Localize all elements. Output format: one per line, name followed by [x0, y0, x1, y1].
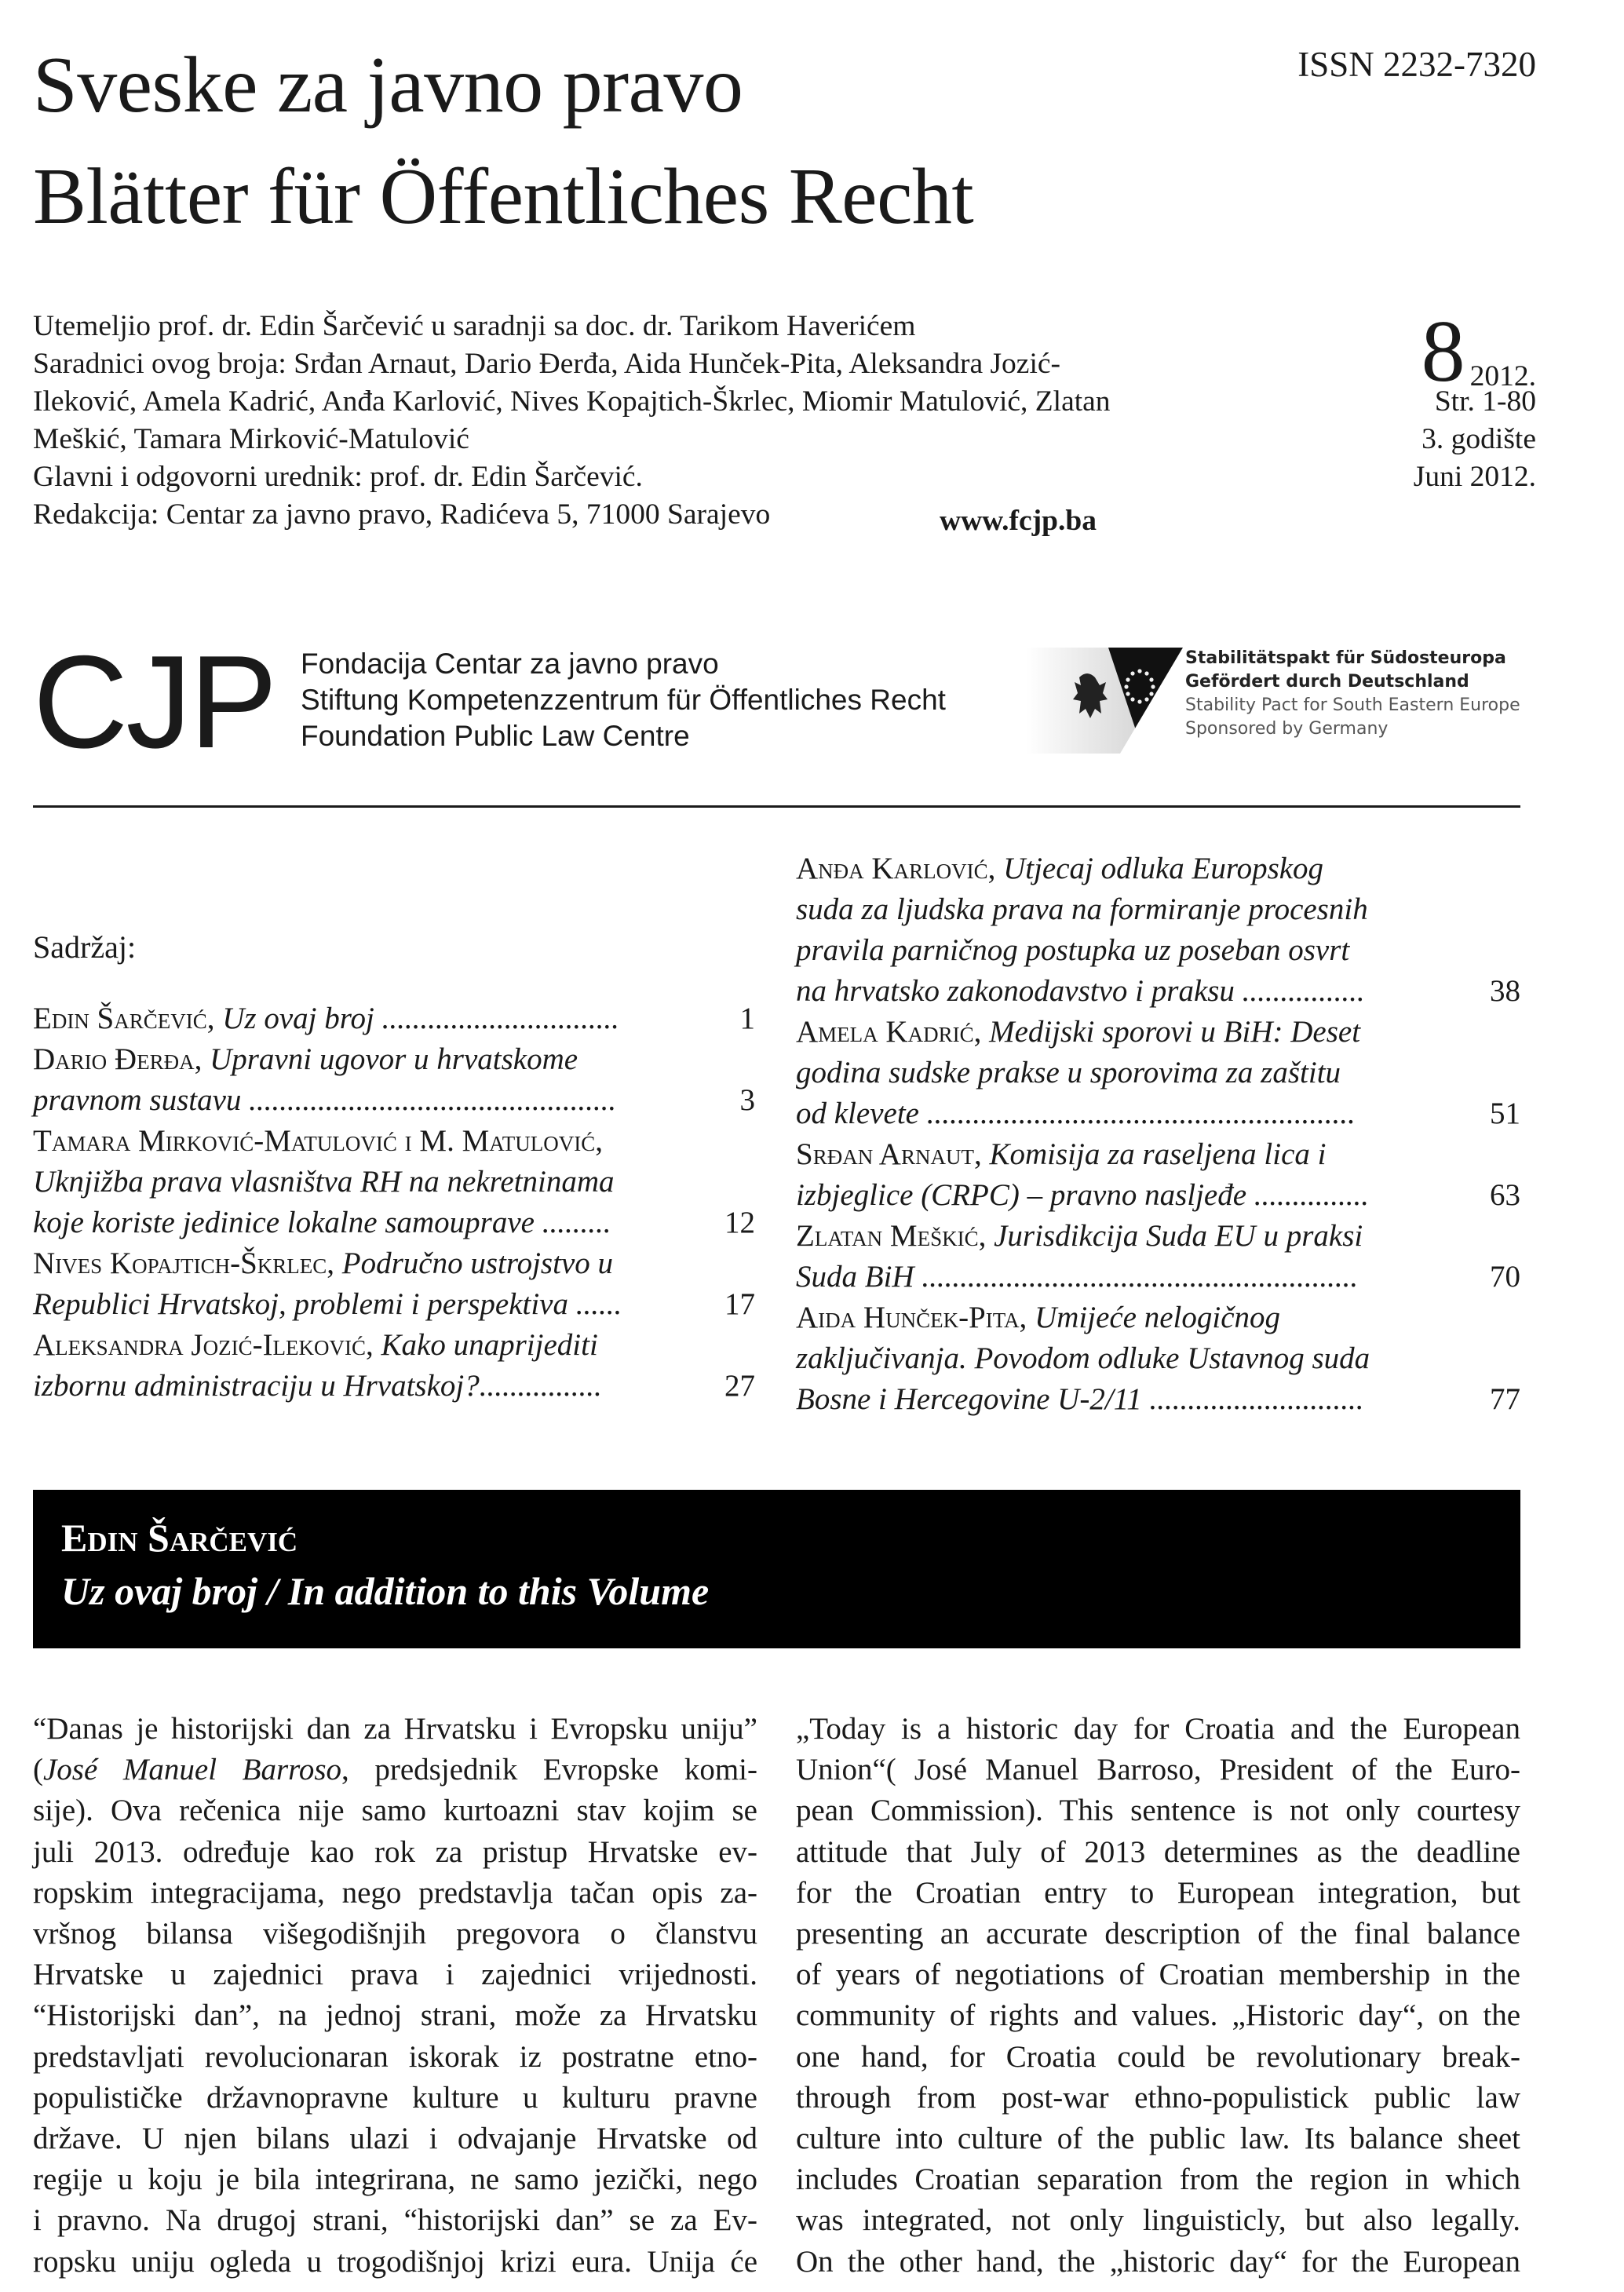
body-text-line: ropsku uniju ogleda u trogodišnjoj krizi eura. Unija će: [33, 2244, 757, 2279]
article-banner: [33, 1490, 1520, 1648]
toc-entry-title: Utjecaj odluka Europskog: [1003, 852, 1324, 885]
stability-pact-line-3: Stability Pact for South Eastern Europe: [1185, 695, 1520, 715]
toc-entry-title: suda za ljudska prava na formiranje procesnih: [796, 892, 1368, 926]
toc-entry-author: Aida Hunček-Pita,: [796, 1301, 1027, 1334]
credit-line-contributors-cont: Ileković, Amela Kadrić, Anđa Karlović, Nives Kopajtich-Škrlec, Miomir Matulović, Zlatan: [33, 385, 1111, 418]
body-text-line: regije u koju je bila integrirana, ne samo jezički, nego: [33, 2162, 757, 2197]
article-title: Uz ovaj broj / In addition to this Volume: [61, 1569, 710, 1613]
foundation-names: [301, 646, 946, 754]
toc-entry[interactable]: [796, 1012, 1520, 1134]
body-text-line: for the Croatian entry to European integration, but: [796, 1875, 1520, 1910]
body-text-line: Union“( José Manuel Barroso, President of the Euro-: [796, 1753, 1520, 1787]
issue-number: 8: [1421, 303, 1465, 400]
editorial-credits: [33, 308, 1289, 537]
toc-heading: Sadržaj:: [33, 929, 137, 965]
issue-year: 2012.: [1469, 360, 1536, 392]
toc-entry[interactable]: [796, 849, 1520, 1012]
toc-entry[interactable]: [33, 1121, 755, 1243]
toc-entry-page: 3: [739, 1083, 755, 1117]
toc-left-column: [33, 998, 755, 1407]
body-text-line: sije). Ova rečenica nije samo kurtoazni stav kojim se: [33, 1794, 757, 1828]
toc-entry-page: 38: [1490, 974, 1520, 1008]
toc-entry-author: Aleksandra Jozić-Ileković,: [33, 1328, 374, 1362]
credit-line-contributors: Saradnici ovog broja: Srđan Arnaut, Dario Đerđa, Aida Hunček-Pita, Aleksandra Jozić-: [33, 348, 1061, 380]
stability-pact-line-1: Stabilitätspakt für Südosteuropa: [1185, 648, 1506, 668]
toc-entry-title: Kako unaprijediti: [381, 1328, 598, 1362]
toc-entry-title: Umijeće nelogičnog: [1035, 1301, 1281, 1334]
journal-title-german: Blätter für Öffentliches Recht: [33, 152, 974, 241]
toc-entry-title: Suda BiH .........................................................: [796, 1260, 1359, 1294]
foundation-name-bosnian: Fondacija Centar za javno pravo: [301, 648, 719, 680]
credit-line-editor: Glavni i odgovorni urednik: prof. dr. Edin Šarčević.: [33, 461, 643, 493]
toc-entry[interactable]: [796, 1134, 1520, 1216]
credit-line-contributors-end: Meškić, Tamara Mirković-Matulović: [33, 423, 469, 455]
cjp-logo: CJP: [33, 628, 276, 776]
toc-entry-title: zaključivanja. Povodom odluke Ustavnog suda: [796, 1341, 1370, 1375]
body-text-line: Hrvatske u zajednici prava i zajednici vrijednosti.: [33, 1958, 757, 1992]
toc-entry-page: 27: [724, 1369, 755, 1403]
body-text-line: one hand, for Croatia could be revolutionary break-: [796, 2039, 1520, 2074]
toc-right-column: [796, 849, 1520, 1420]
toc-entry-author: Zlatan Meškić,: [796, 1219, 987, 1253]
body-text-line: populističke državnopravne kulture u kulturu pravne: [33, 2080, 757, 2115]
body-text-line: attitude that July of 2013 determines as the deadline: [796, 1834, 1520, 1869]
toc-entry-title: od klevete ........................................................: [796, 1097, 1356, 1130]
toc-entry-page: 1: [739, 1002, 755, 1035]
body-text-line: was integrated, not only linguisticly, but also legally.: [796, 2203, 1520, 2238]
toc-entry-page: 70: [1490, 1260, 1520, 1294]
toc-entry-page: 51: [1490, 1097, 1520, 1130]
body-text-line: of years of negotiations of Croatian membership in the: [796, 1958, 1520, 1992]
credit-line-editorial-office: Redakcija: Centar za javno pravo, Radićeva 5, 71000 Sarajevo: [33, 498, 771, 531]
foundation-name-english: Foundation Public Law Centre: [301, 720, 690, 752]
stability-pact-line-2: Gefördert durch Deutschland: [1185, 672, 1469, 692]
toc-entry-author: Nives Kopajtich-Škrlec,: [33, 1246, 335, 1280]
body-text-line: države. U njen bilans ulazi i odvajanje Hrvatske od: [33, 2122, 757, 2156]
toc-entry-title: Komisija za raseljena lica i: [989, 1137, 1327, 1171]
body-text-line: includes Croatian separation from the region in which: [796, 2162, 1520, 2197]
header-divider: [33, 805, 1520, 808]
toc-entry-title: Upravni ugovor u hrvatskome: [210, 1042, 578, 1076]
body-text-line: „Today is a historic day for Croatia and the European: [796, 1712, 1520, 1746]
body-text-line: “Danas je historijski dan za Hrvatsku i Evropsku uniju”: [33, 1712, 757, 1746]
article-body-english: [796, 1709, 1520, 2283]
toc-entry[interactable]: [33, 1039, 755, 1121]
toc-entry-author: Amela Kadrić,: [796, 1015, 982, 1049]
issue-info: [1413, 303, 1536, 496]
toc-entry-title: Republici Hrvatskoj, problemi i perspektiva ......: [33, 1287, 622, 1321]
toc-entry-author: Tamara Mirković-Matulović i M. Matulović,: [33, 1124, 603, 1158]
credit-line-founders: Utemeljio prof. dr. Edin Šarčević u saradnji sa doc. dr. Tarikom Haverićem: [33, 310, 916, 342]
website-link[interactable]: www.fcjp.ba: [940, 505, 1097, 537]
toc-entry-title: izbjeglice (CRPC) – pravno nasljeđe ...............: [796, 1178, 1370, 1212]
stability-pact-emblem: [1026, 648, 1183, 754]
toc-entry[interactable]: [796, 1297, 1520, 1420]
article-body-bosnian: [33, 1709, 757, 2283]
body-text-line: “Historijski dan”, na jednoj strani, može za Hrvatsku: [33, 1998, 757, 2033]
body-text-line: pean Commission). This sentence is not only courtesy: [796, 1794, 1520, 1828]
issue-volume: 3. godište: [1421, 423, 1536, 455]
toc-entry-title: pravnom sustavu ................................................: [33, 1083, 617, 1117]
body-text-line: predstavljati revolucionaran iskorak iz postratne etno-: [33, 2039, 757, 2074]
article-author: Edin Šarčević: [61, 1516, 298, 1560]
toc-entry-title: godina sudske prakse u sporovima za zaštitu: [796, 1056, 1341, 1089]
toc-entry[interactable]: [33, 1243, 755, 1325]
issue-date: Juni 2012.: [1413, 461, 1536, 493]
toc-entry-title: Područno ustrojstvo u: [341, 1246, 614, 1280]
issue-pages: Str. 1-80: [1434, 385, 1536, 418]
toc-entry-page: 17: [724, 1287, 755, 1321]
toc-entry-page: 77: [1490, 1382, 1520, 1416]
toc-entry[interactable]: [33, 998, 755, 1039]
toc-entry-title: na hrvatsko zakonodavstvo i praksu ................: [796, 974, 1365, 1008]
stability-pact-text: [1185, 647, 1520, 741]
toc-entry-author: Dario Đerđa,: [33, 1042, 203, 1076]
cited-person: José Manuel Barroso: [43, 1753, 342, 1787]
body-text-line: (José Manuel Barroso, predsjednik Evropske komi-: [33, 1753, 757, 1787]
toc-entry-title: Jurisdikcija Suda EU u praksi: [994, 1219, 1363, 1253]
body-text-line: through from post-war ethno-populistick public law: [796, 2080, 1520, 2115]
stability-pact-line-4: Sponsored by Germany: [1185, 719, 1389, 739]
toc-entry-title: izbornu administraciju u Hrvatskoj?................: [33, 1369, 602, 1403]
toc-entry-title: Uz ovaj broj ...............................: [222, 1002, 619, 1035]
toc-entry-page: 12: [724, 1206, 755, 1239]
toc-entry-title: Uknjižba prava vlasništva RH na nekretninama: [33, 1165, 615, 1199]
body-text-line: juli 2013. određuje kao rok za pristup Hrvatske ev-: [33, 1834, 757, 1869]
issn: ISSN 2232-7320: [1297, 45, 1536, 84]
body-text-line: On the other hand, the „historic day“ for the European: [796, 2244, 1520, 2279]
foundation-name-german: Stiftung Kompetenzzentrum für Öffentliches Recht: [301, 684, 946, 716]
journal-title-bosnian: Sveske za javno pravo: [33, 41, 743, 130]
toc-entry-author: Anđa Karlović,: [796, 852, 996, 885]
body-text-line: presenting an accurate description of the final balance: [796, 1917, 1520, 1951]
toc-entry[interactable]: [33, 1325, 755, 1407]
toc-entry-title: pravila parničnog postupka uz poseban osvrt: [796, 933, 1350, 967]
toc-entry-author: Srđan Arnaut,: [796, 1137, 982, 1171]
body-text-line: vršnog bilansa višegodišnjih pregovora o članstvu: [33, 1917, 757, 1951]
toc-entry-page: 63: [1490, 1178, 1520, 1212]
body-text-line: community of rights and values. „Historic day“, on the: [796, 1998, 1520, 2033]
toc-entry-title: koje koriste jedinice lokalne samouprave .........: [33, 1206, 611, 1239]
body-text-line: ropskim integracijama, nego predstavlja tačan opis za-: [33, 1875, 757, 1910]
toc-entry-author: Edin Šarčević,: [33, 1002, 215, 1035]
toc-entry-title: Medijski sporovi u BiH: Deset: [989, 1015, 1361, 1049]
toc-entry-title: Bosne i Hercegovine U-2/11 ............................: [796, 1382, 1364, 1416]
toc-entry[interactable]: [796, 1216, 1520, 1297]
body-text-line: culture into culture of the public law. Its balance sheet: [796, 2122, 1520, 2156]
body-text-line: i pravno. Na drugoj strani, “historijski dan” se za Ev-: [33, 2203, 757, 2238]
